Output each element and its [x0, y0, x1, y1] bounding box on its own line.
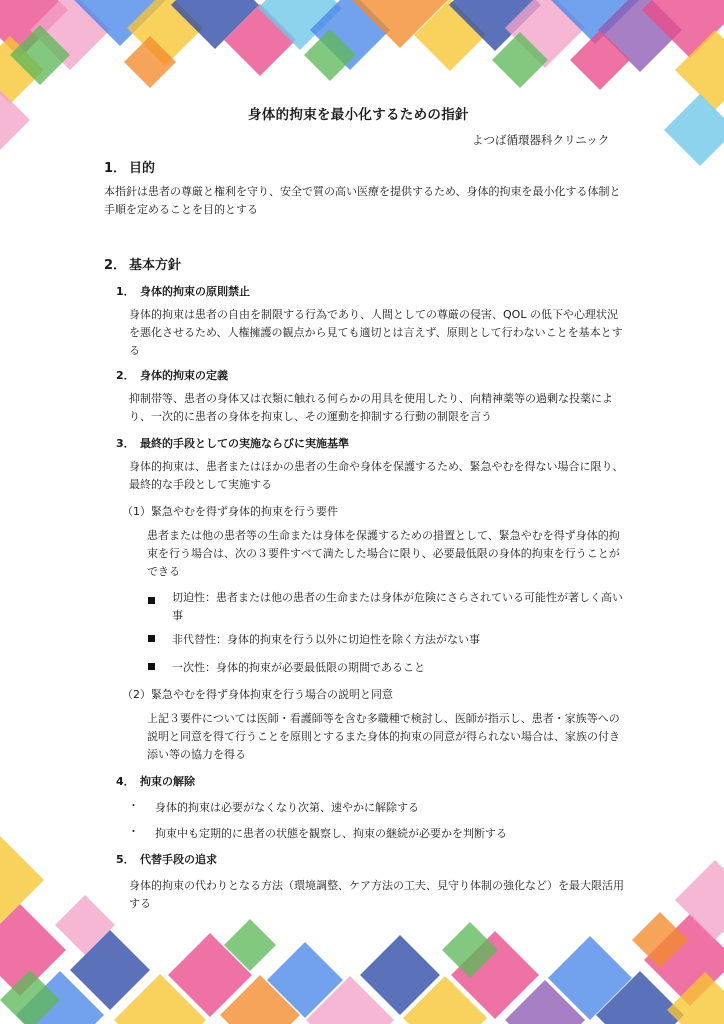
organization-name: よつば循環器科クリニック [472, 133, 610, 147]
section-1-number: 1． [104, 161, 127, 176]
section-2-heading: 基本方針 [129, 258, 182, 273]
release-point-1: 身体的拘束は必要がなくなり次第、速やかに解除する [155, 801, 419, 814]
dot-bullet-icon: ・ [128, 799, 139, 812]
dot-bullet-icon: ・ [128, 825, 139, 838]
subsection-3-heading: 最終的手段としての実施ならびに実施基準 [140, 437, 349, 450]
section-1-heading: 目的 [129, 161, 156, 176]
subsection-3-number: 3． [116, 437, 135, 450]
bullet-square-icon [148, 635, 155, 642]
subsection-4-number: 4． [116, 775, 135, 788]
release-point-2: 拘束中も定期的に患者の状態を観察し、拘束の継続が必要かを判断する [155, 827, 507, 840]
subsection-5-number: 5． [116, 853, 135, 866]
item-2-label: （2）緊急やむを得ず身体拘束を行う場合の説明と同意 [122, 688, 393, 701]
bullet-2-text: 非代替性：身体的拘束を行う以外に切迫性を除く方法がない事 [172, 633, 480, 646]
subsection-4-heading: 拘束の解除 [140, 775, 195, 788]
subsection-5-body: 身体的拘束の代わりとなる方法（環境調整、ケア方法の工夫、見守り体制の強化など）を最大限活用する [129, 879, 624, 910]
subsection-1-body: 身体的拘束は患者の自由を制限する行為であり、人間としての尊厳の侵害、QOL の低下や心理状況を悪化させるため、人権擁護の観点から見ても適切とは言えず、原則として行わないことを基本とする [129, 308, 623, 357]
bullet-square-icon [148, 663, 155, 670]
bullet-3-text: 一次性：身体的拘束が必要最低限の期間であること [172, 661, 425, 674]
subsection-3-body: 身体的拘束は、患者またはほかの患者の生命や身体を保護するため、緊急やむを得ない場合に限り、最終的な手段として実施する [129, 460, 624, 491]
item-2-body: 上記３要件については医師・看護師等を含む多職種で検討し、医師が指示し、患者・家族等への説明と同意を得て行うことを原則とするまた身体的拘束の同意が得られない場合は、家族の付き添い等の協力を得る [147, 712, 620, 761]
subsection-2-body: 抑制帯等、患者の身体又は衣類に触れる何らかの用具を使用したり、向精神薬等の過剰な投薬により、一次的に患者の身体を拘束し、その運動を抑制する行動の制限を言う [129, 392, 613, 423]
section-2-number: 2． [104, 258, 127, 273]
bullet-1-text: 切迫性：患者または他の患者の生命または身体が危険にさらされている可能性が著しく高い事 [172, 591, 623, 622]
item-1-label: （1）緊急やむを得ず身体的拘束を行う要件 [122, 505, 338, 518]
subsection-1-number: 1． [116, 285, 135, 298]
subsection-5-heading: 代替手段の追求 [140, 853, 217, 866]
subsection-2-number: 2． [116, 369, 135, 382]
subsection-1-heading: 身体的拘束の原則禁止 [140, 285, 250, 298]
document-title: 身体的拘束を最小化するための指針 [248, 107, 469, 123]
item-1-body: 患者または他の患者等の生命または身体を保護するための措置として、緊急やむを得ず身体的拘束を行う場合は、次の３要件すべて満たした場合に限り、必要最低限の身体的拘束を行うことができる [147, 529, 620, 578]
bullet-square-icon [148, 597, 155, 604]
subsection-2-heading: 身体的拘束の定義 [140, 369, 228, 382]
section-1-body: 本指針は患者の尊厳と権利を守り、安全で質の高い医療を提供するため、身体的拘束を最小化する体制と手順を定めることを目的とする [104, 185, 621, 216]
